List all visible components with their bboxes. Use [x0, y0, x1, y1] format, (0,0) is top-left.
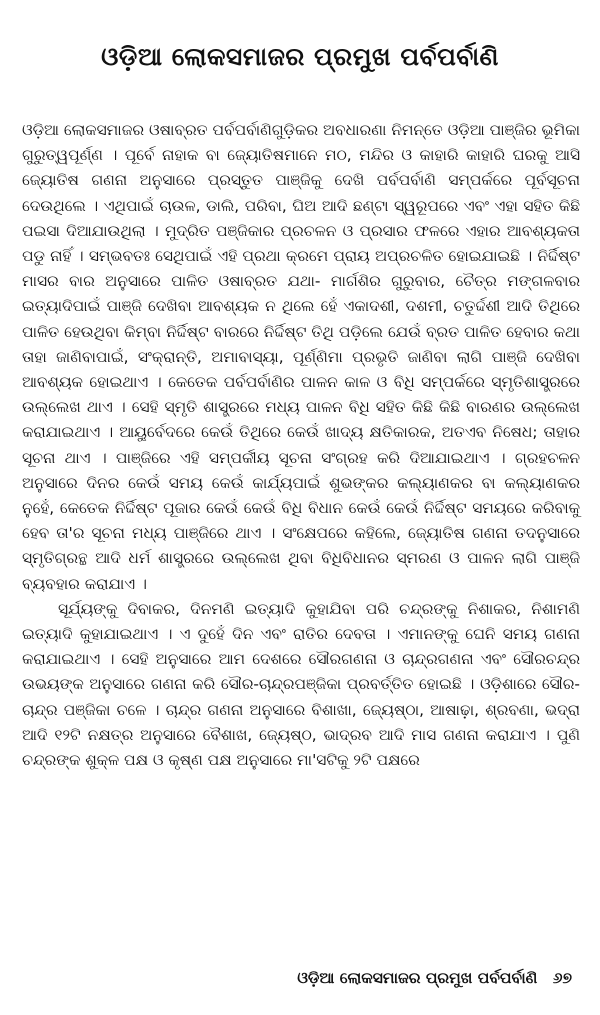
paragraph-1: ଓଡ଼ିଆ ଲୋକସମାଜର ଓଷାବ୍ରତ ପର୍ବପର୍ବାଣିଗୁଡ଼ିକର ଅବଧାରଣା ନିମନ୍ତେ ଓଡ଼ିଆ ପାଞ୍ଜିର ଭୂମିକା ଗୁରୁତ୍ୱପୂର୍ଣ୍ଣ । ପୂର୍ବେ ନାହାକ ବା ଜ୍ୟୋତିଷମାନେ ମଠ, ମନ୍ଦିର ଓ କାହାରି କାହାରି ଘରକୁ ଆସି ଜ୍ୟୋତିଷ ଗଣନା ଅନୁସାରେ ପ୍ରସ୍ତୁତ ପାଞ୍ଜିକୁ ଦେଖି ପର୍ବପର୍ବାଣି ସମ୍ପର୍କରେ ପୂର୍ବସୂଚନା ଦେଉଥିଲେ । ଏଥିପାଇଁ ଚାଉଳ, ଡାଲି, ପରିବା, ଘିଅ ଆଦି ଛଣ୍ଟା ସ୍ୱରୂପରେ ଏବଂ ଏହା ସହିତ କିଛି ପଇସା ଦିଆଯାଉଥିଲା । ମୁଦ୍ରିତ ପଞ୍ଜିକାର ପ୍ରଚଳନ ଓ ପ୍ରସାର ଫଳରେ ଏହାର ଆବଶ୍ୟକତା ପଡୁ ନାହିଁ । ସମ୍ଭବତଃ ସେଥିପାଇଁ ଏହି ପ୍ରଥା କ୍ରମେ ପ୍ରାୟ ଅପ୍ରଚଳିତ ହୋଇଯାଇଛି । ନିର୍ଦ୍ଦିଷ୍ଟ ମାସର ବାର ଅନୁସାରେ ପାଳିତ ଓଷାବ୍ରତ ଯଥା- ମାର୍ଗଶିର ଗୁରୁବାର, ଚୈତ୍ର ମଙ୍ଗଳବାର ଇତ୍ୟାଦିପାଇଁ ପାଞ୍ଜି ଦେଖିବା ଆବଶ୍ୟକ ନ ଥିଲେ ହେଁ ଏକାଦଶୀ, ଦଶମୀ, ଚତୁର୍ଦ୍ଦଶୀ ଆଦି ତିଥିରେ ପାଳିତ ହେଉଥିବା କିମ୍ବା ନିର୍ଦ୍ଦିଷ୍ଟ ବାରରେ ନିର୍ଦ୍ଦିଷ୍ଟ ତିଥି ପଡ଼ିଲେ ଯେଉଁ ବ୍ରତ ପାଳିତ ହେବାର କଥା ତାହା ଜାଣିବାପାଇଁ, ସଂକ୍ରାନ୍ତି, ଅମାବାସ୍ୟା, ପୂର୍ଣ୍ଣିମା ପ୍ରଭୃତି ଜାଣିବା ଲାଗି ପାଞ୍ଜି ଦେଖିବା ଆବଶ୍ୟକ ହୋଇଥାଏ । କେତେକ ପର୍ବପର୍ବାଣିର ପାଳନ କାଳ ଓ ବିଧି ସମ୍ପର୍କରେ ସ୍ମୃତିଶାସ୍ତ୍ରରେ ଉଲ୍ଲେଖ ଥାଏ । ସେହି ସ୍ମୃତି ଶାସ୍ତ୍ରରେ ମଧ୍ୟ ପାଳନ ବିଧି ସହିତ କିଛି କିଛି ବାରଣର ଉଲ୍ଲେଖ କରାଯାଇଥାଏ । ଆୟୁର୍ବେଦରେ କେଉଁ ତିଥିରେ କେଉଁ ଖାଦ୍ୟ କ୍ଷତିକାରକ, ଅତଏବ ନିଷେଧ; ତାହାର ସୂଚନା ଥାଏ । ପାଞ୍ଜିରେ ଏହି ସମ୍ପର୍କୀୟ ସୂଚନା ସଂଗ୍ରହ କରି ଦିଆଯାଇଥାଏ । ଗ୍ରହଚଳନ ଅନୁସାରେ ଦିନର କେଉଁ ସମୟ କେଉଁ କାର୍ଯ୍ୟପାଇଁ ଶୁଭଙ୍କର କଲ୍ୟାଣକର ବା କଲ୍ୟାଣକର ନୁହେଁ, କେତେକ ନିର୍ଦ୍ଦିଷ୍ଟ ପୂଜାର କେଉଁ କେଉଁ ବିଧି ବିଧାନ କେଉଁ କେଉଁ ନିର୍ଦ୍ଦିଷ୍ଟ ସମୟରେ କରିବାକୁ ହେବ ତା'ର ସୂଚନା ମଧ୍ୟ ପାଞ୍ଜିରେ ଥାଏ । ସଂକ୍ଷେପରେ କହିଲେ, ଜ୍ୟୋତିଷ ଗଣନା ତଦନୁସାରେ ସ୍ମୃତିଗ୍ରନ୍ଥ ଆଦି ଧର୍ମ ଶାସ୍ତ୍ରରେ ଉଲ୍ଲେଖ ଥିବା ବିଧିବିଧାନର ସ୍ମରଣ ଓ ପାଳନ ଲାଗି ପାଞ୍ଜି ବ୍ୟବହାର କରାଯାଏ । — [22, 121, 580, 593]
paragraph-2: ସୂର୍ଯ୍ୟଙ୍କୁ ଦିବାକର, ଦିନମଣି ଇତ୍ୟାଦି କୁହାଯିବା ପରି ଚନ୍ଦ୍ରଙ୍କୁ ନିଶାକର, ନିଶାମଣି ଇତ୍ୟାଦି କୁହାଯାଇଥାଏ । ଏ ଦୁହେଁ ଦିନ ଏବଂ ରାତିର ଦେବତା । ଏମାନଙ୍କୁ ଘେନି ସମୟ ଗଣନା କରାଯାଇଥାଏ । ସେହି ଅନୁସାରେ ଆମ ଦେଶରେ ସୌରଗଣନା ଓ ଚାନ୍ଦ୍ରଗଣନା ଏବଂ ସୌରଚନ୍ଦ୍ର ଉଭୟଙ୍କ ଅନୁସାରେ ଗଣନା କରି ସୌର-ଚାନ୍ଦ୍ରପଞ୍ଜିକା ପ୍ରବର୍ତ୍ତିତ ହୋଇଛି । ଓଡ଼ିଶାରେ ସୌର-ଚାନ୍ଦ୍ର ପଞ୍ଜିକା ଚଳେ । ଚାନ୍ଦ୍ର ଗଣନା ଅନୁସାରେ ବିଶାଖା, ଜ୍ୟେଷ୍ଠା, ଆଷାଢ଼ା, ଶ୍ରବଣା, ଭଦ୍ରା ଆଦି ୧୨ଟି ନକ୍ଷତ୍ର ଅନୁସାରେ ବୈଶାଖ, ଜ୍ୟେଷ୍ଠ, ଭାଦ୍ରବ ଆଦି ମାସ ଗଣନା କରାଯାଏ । ପୁଣି ଚନ୍ଦ୍ରଙ୍କ ଶୁକ୍ଳ ପକ୍ଷ ଓ କୃଷ୍ଣ ପକ୍ଷ ଅନୁସାରେ ମା'ସଟିକୁ ୨ଟି ପକ୍ଷରେ — [22, 599, 580, 770]
page-number: ୬୭ — [552, 969, 572, 987]
body-text — [22, 118, 580, 773]
page-footer — [297, 969, 572, 988]
page-title: ଓଡ଼ିଆ ଲୋକସମାଜର ପ୍ରମୁଖ ପର୍ବପର୍ବାଣି — [101, 42, 499, 71]
running-title: ଓଡ଼ିଆ ଲୋକସମାଜର ପ୍ରମୁଖ ପର୍ବପର୍ବାଣି — [297, 969, 538, 987]
